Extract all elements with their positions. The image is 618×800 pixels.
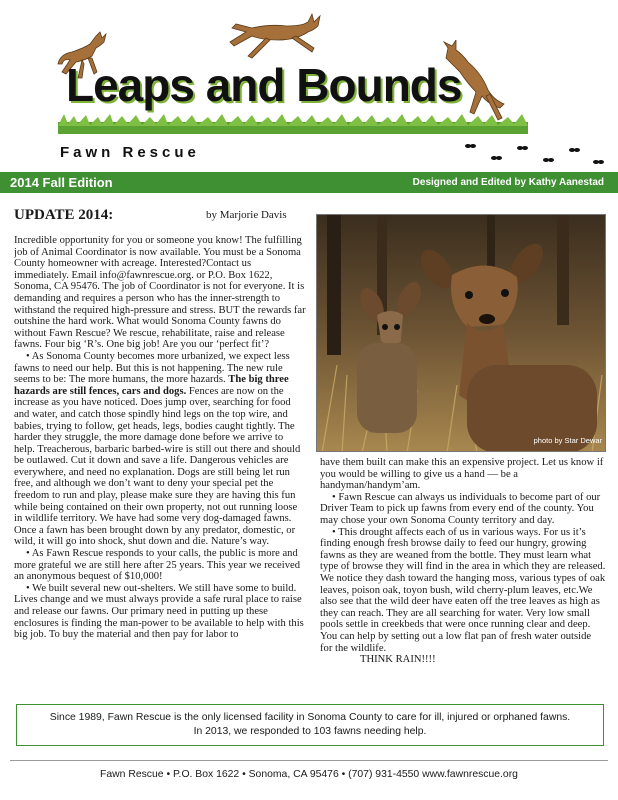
footer-contact: Fawn Rescue • P.O. Box 1622 • Sonoma, CA 95476 • (707) 931-4550 www.fawnrescue.org [100,769,518,780]
newsletter-title: Leaps and Bounds [66,59,462,111]
edition-label: 2014 Fall Edition [10,175,113,190]
info-line: Since 1989, Fawn Rescue is the only licensed facility in Sonoma County to care for ill, injured or orphaned fawns. [49,712,571,723]
article-byline: by Marjorie Davis [206,209,287,221]
article-column-right [320,457,606,689]
hoof-tracks-icon [460,140,610,170]
article-headline: UPDATE 2014: [14,207,114,223]
article-paragraph [14,351,306,548]
masthead [0,0,618,168]
footer-divider [10,760,608,761]
photo-credit: photo by Star Dewar [533,436,602,445]
grass-strip [58,114,528,134]
newsletter-subtitle: Fawn Rescue [60,144,200,161]
article-paragraph: • Fawn Rescue can always us individuals to become part of our Driver Team to pick up fawns from every end of the county. You may chose your own Sonoma County territory and day. [320,491,601,526]
editor-credit: Designed and Edited by Kathy Aanestad [412,177,604,188]
article-paragraph: • We built several new out-shelters. We still have some to build. Lives change and we must always provide a safe rural place to raise and release our fawns. Our primary need in putting up these enclosures is finding the man-power to be available to help with this big job. To buy the material and then pay for labor to [14,582,304,641]
article-paragraph: have them built can make this an expensive project. Let us know if you would be willing to give us a hand — be a handyman/handym’am. [320,457,604,492]
article-emphasis: The big three hazards are still fences, cars and dogs. [14,374,289,397]
article-text: Fences are now on the increase as you have noticed. Does jump over, searching for food and water, and catch those spindly hind legs on the top wire, and babies, trying to follow, get heads, legs, bodies caught tightly. The harder they struggle, the more damage done before we arrive to help. Treacherous, barbaric barbed-wire is still out there and should be outlawed. Cut it down and save a life. Dangerous vehicles are everywhere, and need no explanation. Dogs are still being let run free, and although we don’t want to deny your special pet the freedom to run and play, please make sure they are having this fun while being contained on their own property, not out running loose in wildlife territory. We have had some very dog-damaged fawns. Once a fawn has been brought down by any predator, domestic, or wild, it will go into shock, shut down and die. Nature’s way. [14,385,301,548]
article-paragraph: • As Fawn Rescue responds to your calls, the public is more and more grateful we are still here after 25 years. This year we received an anonymous bequest of $10,000! [14,548,300,583]
fawn-photo [316,214,606,452]
info-box [16,704,604,746]
info-line: In 2013, we responded to 103 fawns needing help. [193,726,427,737]
edition-banner [0,172,618,193]
article-paragraph: Incredible opportunity for you or someone you know! The fulfilling job of Animal Coordinator is now available. You must be a Sonoma County homeowner with acreage. Interested?Contact us immediately. Email info@fawnrescue.org. or P.O. Box 1622, Sonoma, CA 95476. The job of Coordinator is not for everyone. It is demanding and requires a person who has the inner-strength to withstand the required high-pressure and stress. BUT the rewards far outshine the hard work. What would Sonoma County fawns do without Fawn Rescue? We rescue, rehabilitate, raise and release fawns. Four big ‘R’s. One big job! Are you our ‘perfect fit’? [14,235,306,351]
article-paragraph: • This drought affects each of us in various ways. For us it’s finding enough fresh browse daily to feed our hungry, growing fawns as they are weaned from the bottle. They must learn what type of browse they will find in the area in which they are released. We notice they dash toward the hanging moss, various types of oak leaves, poison oak, toyon bush, wild cherry-plum leaves, etc.We also see that the wild deer have eaten off the tree leaves as high as they can reach. They are all searching for water. Very low small pools settle in creekbeds that were once running clear and deep. You can help by setting out a low flat pan of fresh water outside for the wildlife. [320,526,606,654]
article-column-left [14,235,306,678]
article-text: • As Sonoma County becomes more urbanized, we expect less fawns to need our help. But this is not happening. The new rule seems to be: The more humans, the more hazards. [14,350,290,386]
article-paragraph: THINK RAIN!!!! [360,654,436,666]
